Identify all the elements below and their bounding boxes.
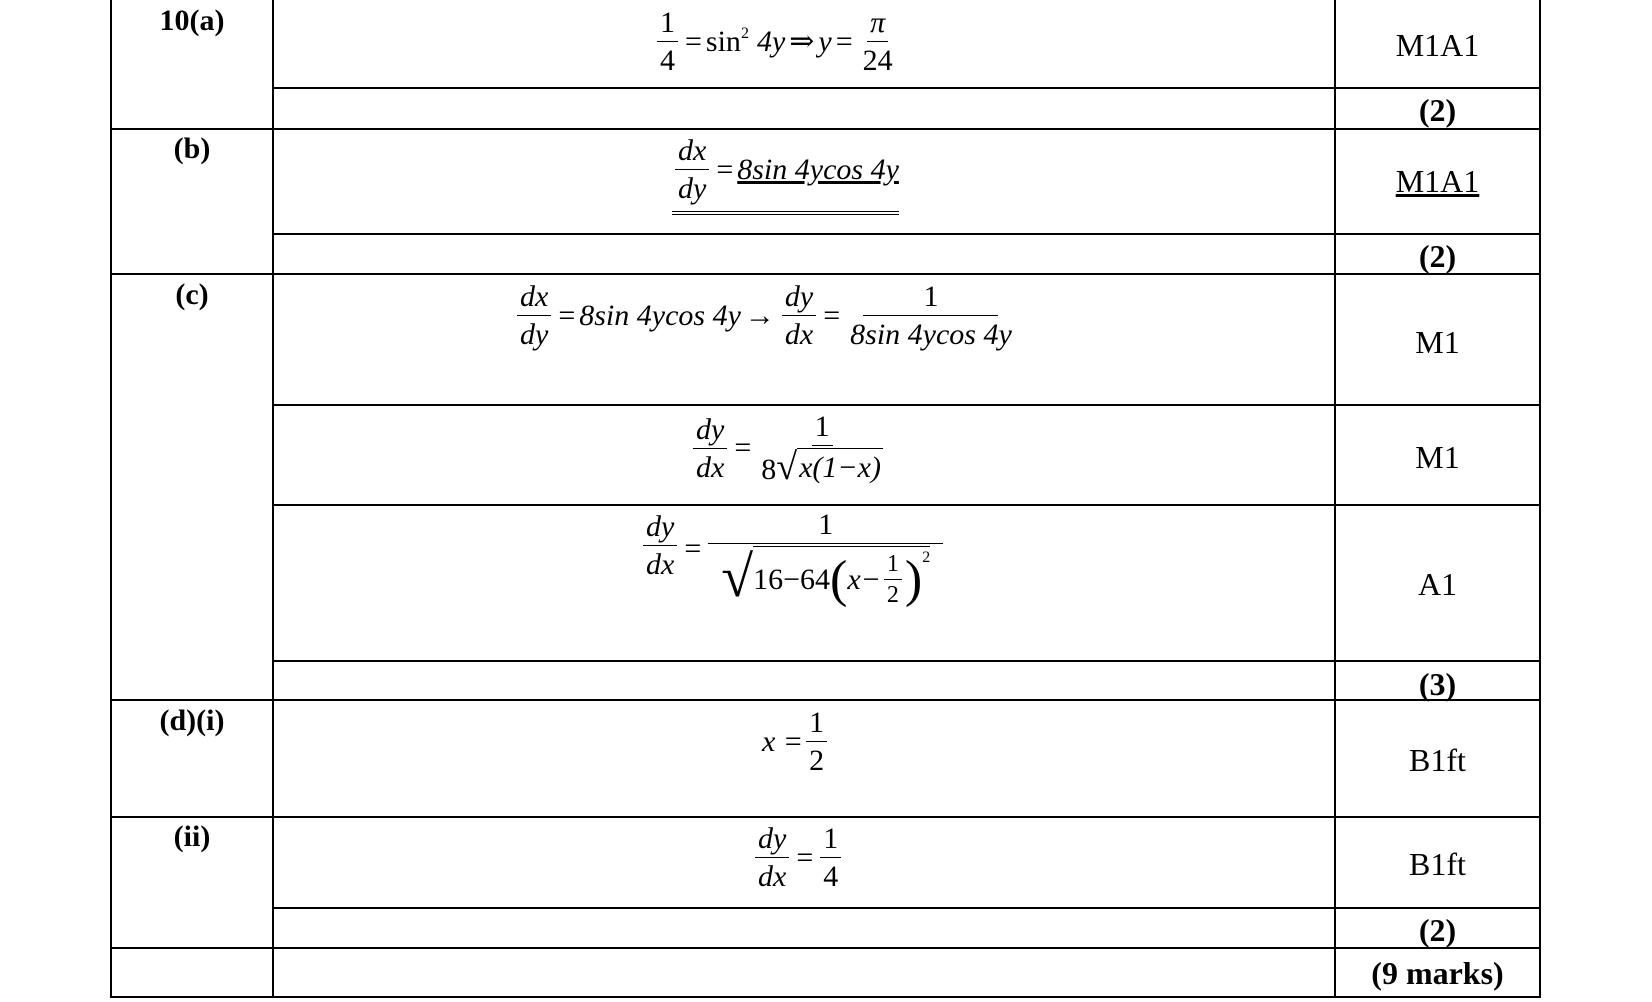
math-dii: $\frac{dy}{dx}$ = $\frac{1}{4}$ — [752, 822, 912, 893]
math-b: $\frac{dx}{dy}$ = 8sin 4ycos 4y — [672, 134, 972, 215]
mark-value: M1A1 — [1395, 27, 1480, 63]
math-c2: $\frac{dy}{dx}$ = 1 8 √ x(1−x) — [690, 410, 930, 486]
part-label: (d)(i) — [159, 704, 225, 737]
part-label: 10(a) — [159, 4, 225, 37]
mark-value: B1ft — [1409, 742, 1466, 778]
mark-value: M1 — [1415, 324, 1460, 360]
mark-value: B1ft — [1409, 846, 1466, 882]
subtotal: (3) — [1418, 666, 1457, 702]
subtotal: (2) — [1418, 238, 1457, 274]
math-c3: $\frac{dy}{dx}$ = 1 √ 16−64 ( x− $\frac{1}{2}$ ) 2 — [640, 508, 970, 609]
part-label: (ii) — [173, 820, 211, 853]
subtotal: (2) — [1418, 92, 1457, 128]
part-label: (c) — [175, 278, 209, 311]
total-marks: (9 marks) — [1371, 955, 1504, 991]
math-c1: $\frac{dx}{dy}$ = 8sin 4ycos 4y → $\frac{dy}{dx}$ = $\frac{1}{8\sin 4ycos 4y}$ — [514, 280, 1094, 351]
mark-value: M1A1 — [1395, 163, 1480, 199]
math-di: x = $\frac{1}{2}$ — [762, 706, 882, 777]
subtotal: (2) — [1418, 912, 1457, 948]
math-a: $\frac{1}{4}$ = sin 2 4y ⇒ y = $\frac{\pi}{24}$ — [654, 6, 954, 77]
mark-value: M1 — [1415, 439, 1460, 475]
part-label: (b) — [173, 132, 211, 165]
mark-value: A1 — [1417, 566, 1458, 602]
